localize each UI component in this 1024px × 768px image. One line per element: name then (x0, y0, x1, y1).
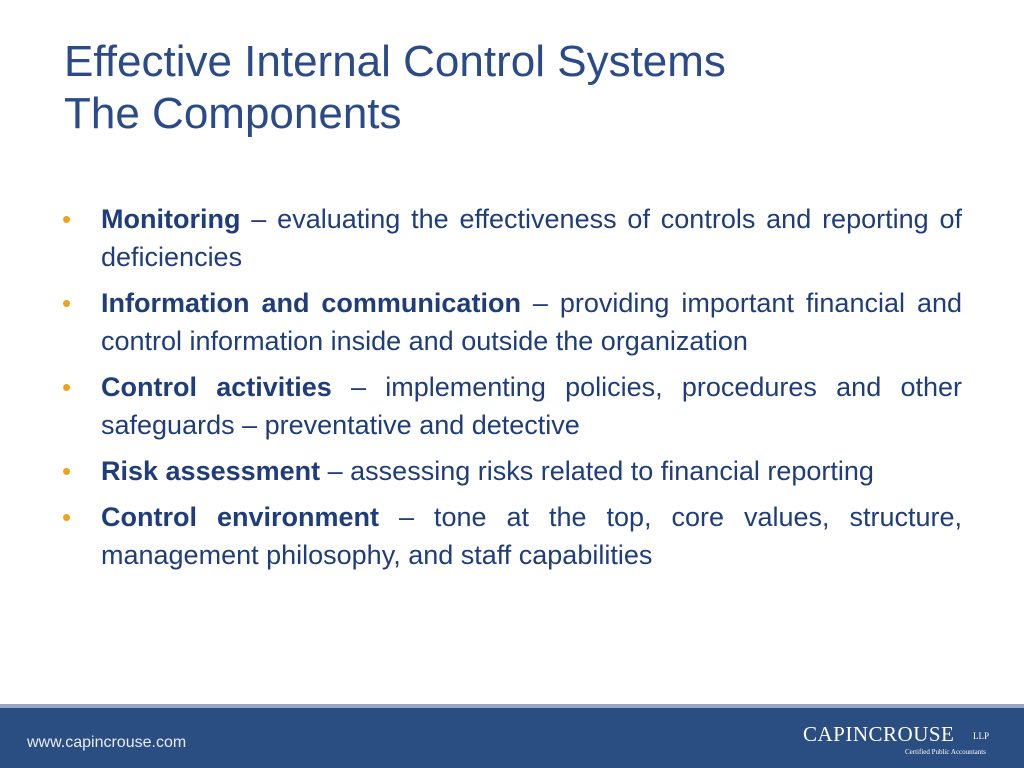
bullet-item-control-environment (62, 498, 962, 574)
components-bullet-list (62, 200, 962, 582)
slide-title-line-1: Effective Internal Control Systems (64, 37, 726, 86)
capincrouse-logo (803, 722, 1003, 760)
bullet-description: – evaluating the effectiveness of controls and reporting of deficiencies (101, 204, 962, 272)
bullet-description: – providing important financial and control information inside and outside the organization (101, 288, 962, 356)
bullet-term: Risk assessment (101, 456, 321, 486)
logo-suffix: LLP (973, 731, 990, 741)
bullet-dot-icon: • (62, 288, 72, 318)
bullet-term: Control activities (101, 372, 332, 402)
logo-wordmark: CAPINCROUSE (803, 722, 955, 746)
bullet-item-risk-assessment (62, 452, 962, 490)
logo-tagline: Certified Public Accountants (905, 748, 986, 756)
bullet-dot-icon: • (62, 204, 72, 234)
bullet-item-control-activities (62, 368, 962, 444)
bullet-description: – implementing policies, procedures and other safeguards – preventative and detective (101, 372, 962, 440)
bullet-item-information-communication (62, 284, 962, 360)
bullet-term: Monitoring (101, 204, 241, 234)
bullet-dot-icon: • (62, 502, 72, 532)
slide-title (64, 36, 726, 140)
footer-website-link[interactable]: www.capincrouse.com (27, 734, 187, 751)
bullet-dot-icon: • (62, 456, 72, 486)
bullet-dot-icon: • (62, 372, 72, 402)
bullet-description: – tone at the top, core values, structure, management philosophy, and staff capabilities (101, 502, 962, 570)
bullet-description: – assessing risks related to financial reporting (320, 456, 874, 486)
bullet-item-monitoring (62, 200, 962, 276)
bullet-term: Control environment (101, 502, 379, 532)
bullet-term: Information and communication (101, 288, 521, 318)
slide-title-line-2: The Components (64, 89, 402, 138)
